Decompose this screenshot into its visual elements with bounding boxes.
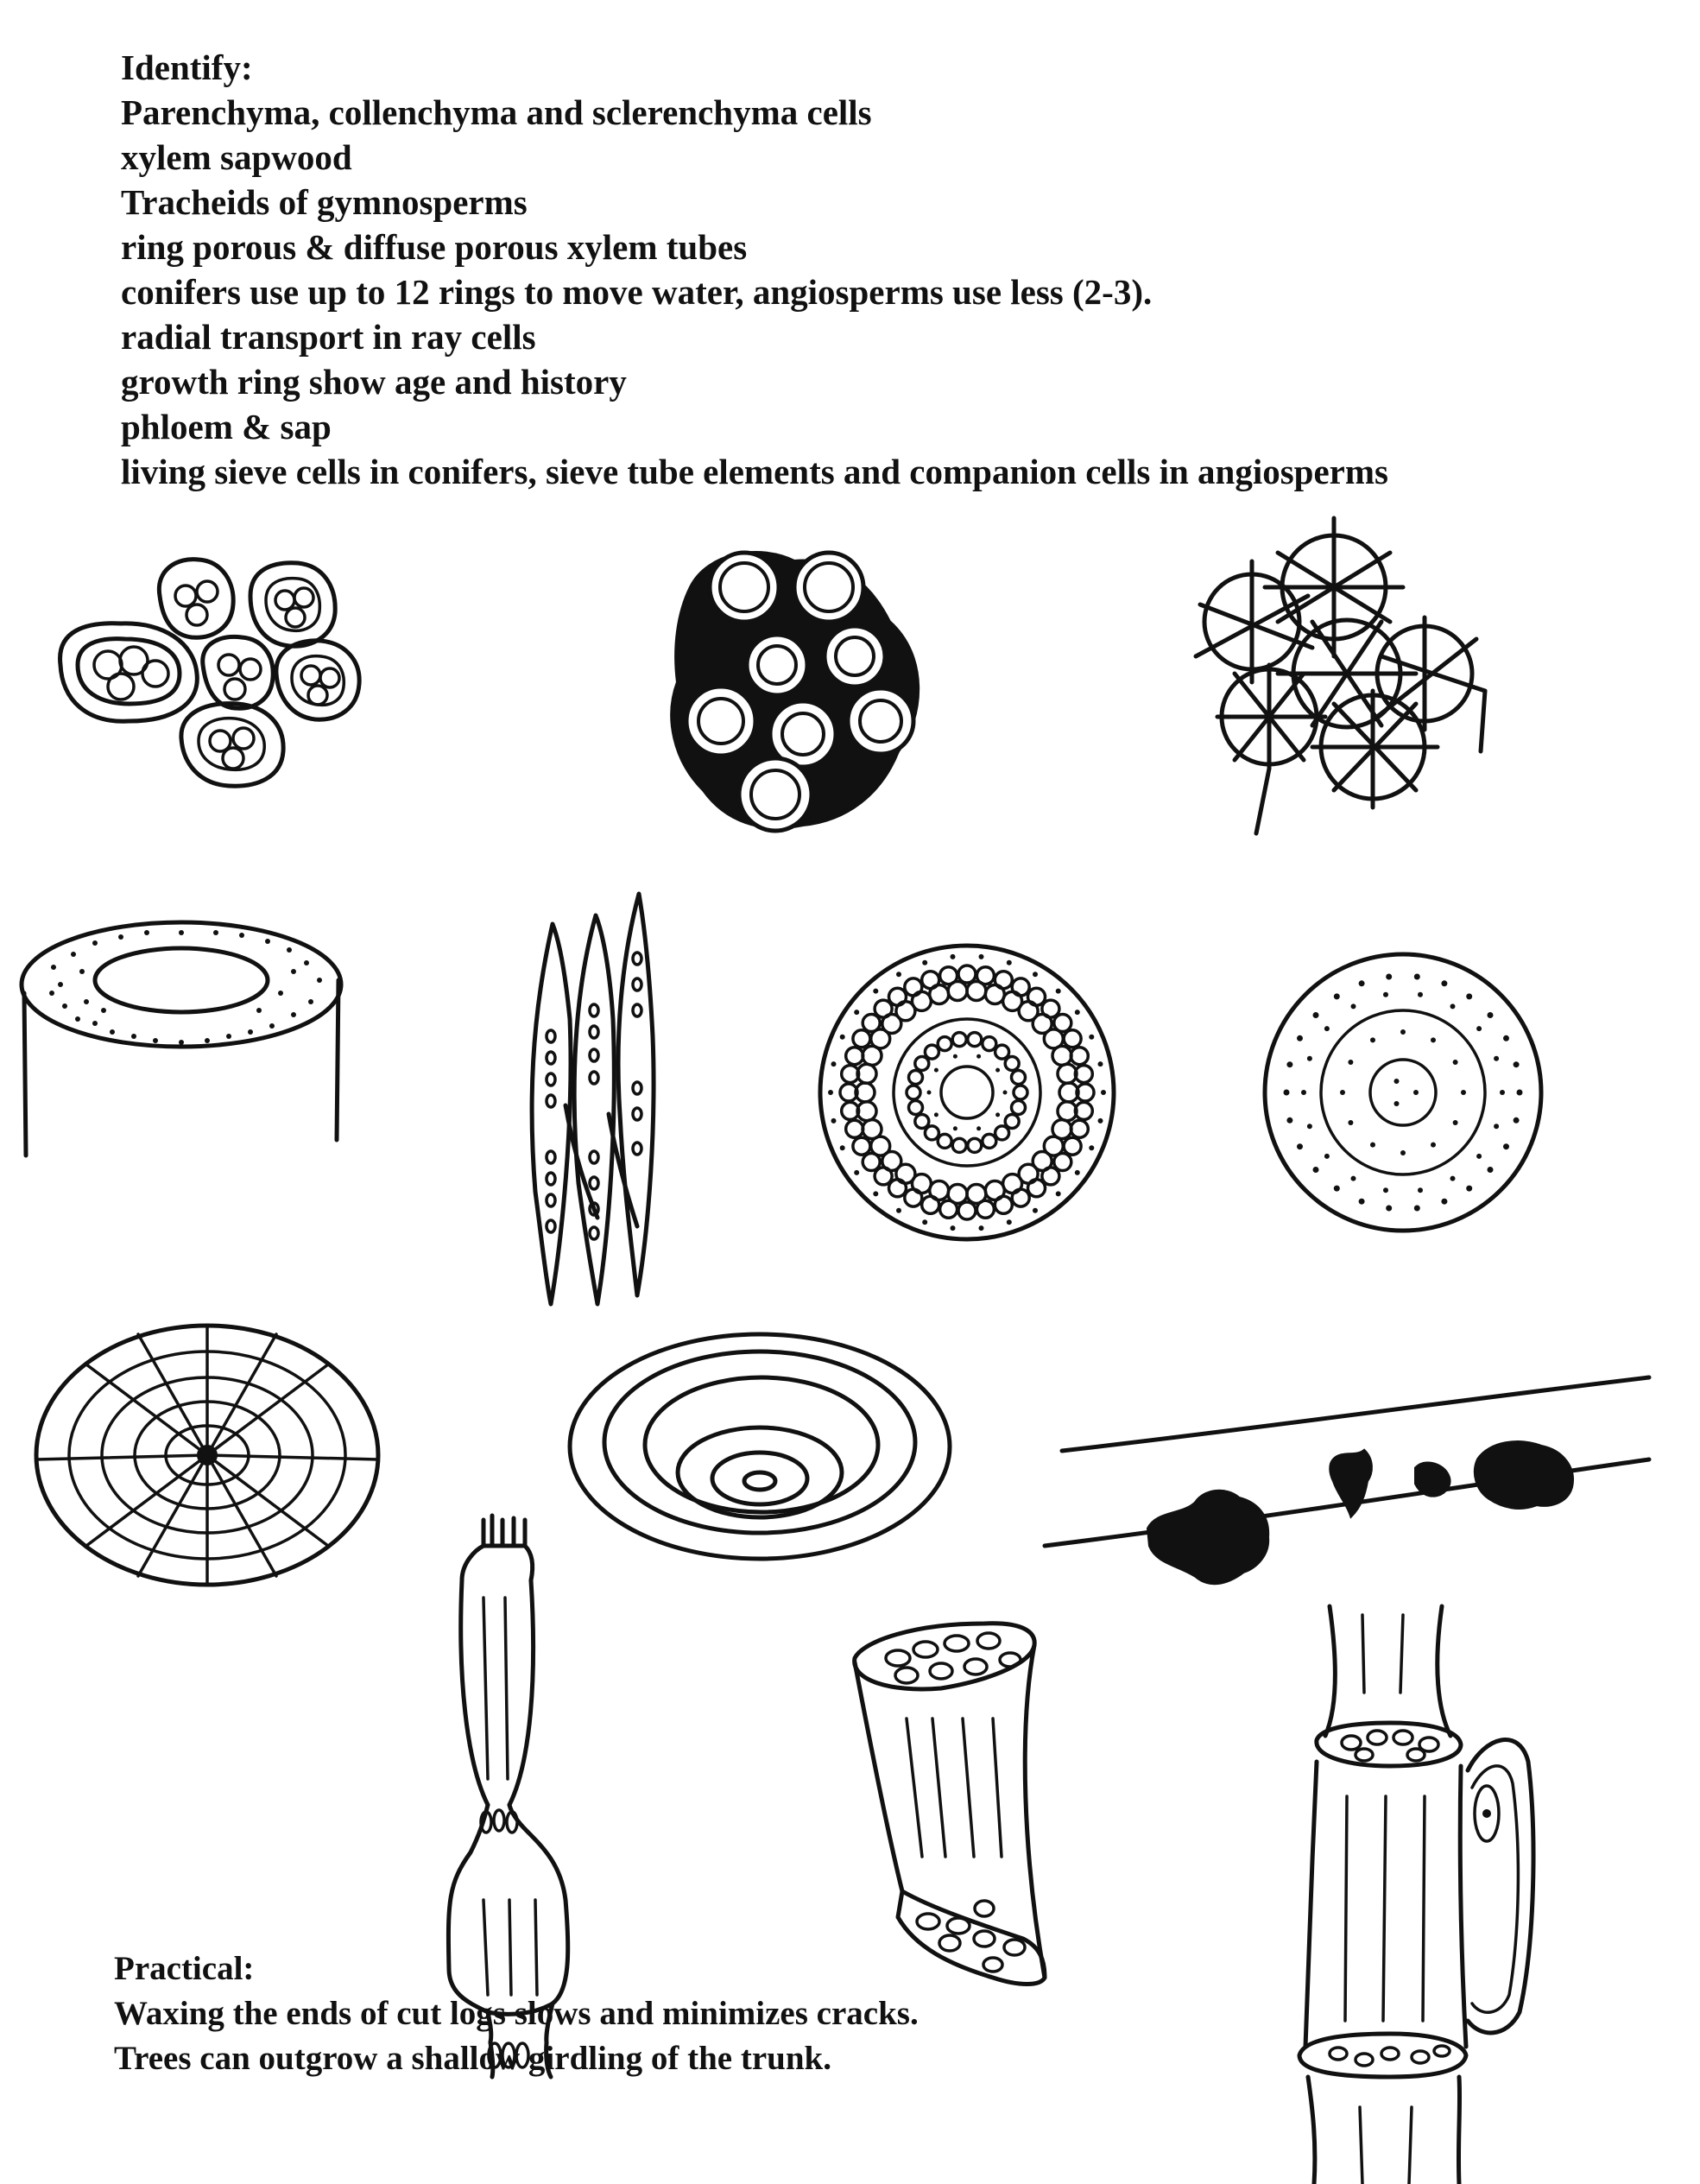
ring-porous-sketch xyxy=(820,946,1114,1239)
practical-heading: Practical: xyxy=(114,1950,255,1987)
identify-item: growth ring show age and history xyxy=(121,362,627,402)
identify-heading: Identify: xyxy=(121,47,253,87)
identify-item: phloem & sap xyxy=(121,407,332,446)
identify-item: conifers use up to 12 rings to move water, angiosperms use less (2-3). xyxy=(121,272,1153,312)
practical-item: Waxing the ends of cut logs slows and minimizes cracks. xyxy=(114,1995,919,2032)
identify-item: xylem sapwood xyxy=(121,137,352,177)
diffuse-porous-sketch xyxy=(1265,954,1541,1231)
tracheids-sketch xyxy=(532,894,654,1304)
growth-rings-sketch xyxy=(570,1334,950,1559)
identify-item: living sieve cells in conifers, sieve tube elements and companion cells in angiosperms xyxy=(121,452,1388,491)
practical-item: Trees can outgrow a shallow girdling of the trunk. xyxy=(114,2040,831,2077)
practical-block xyxy=(114,1947,1236,2081)
collenchyma-cells-sketch xyxy=(672,553,918,831)
parenchyma-cells-sketch xyxy=(60,560,360,787)
sclerenchyma-cells-sketch xyxy=(1196,518,1485,833)
identify-item: Tracheids of gymnosperms xyxy=(121,182,528,222)
ray-cells-sketch xyxy=(36,1326,378,1585)
xylem-sapwood-sketch xyxy=(22,922,341,1155)
companion-cell-sketch xyxy=(1299,1606,1533,2184)
sieve-tube-element-sketch xyxy=(855,1624,1045,1985)
identify-item: ring porous & diffuse porous xylem tubes xyxy=(121,227,748,267)
identify-item: Parenchyma, collenchyma and sclerenchyma cells xyxy=(121,92,872,132)
identify-item: radial transport in ray cells xyxy=(121,317,536,357)
phloem-sap-sketch xyxy=(1045,1377,1649,1583)
